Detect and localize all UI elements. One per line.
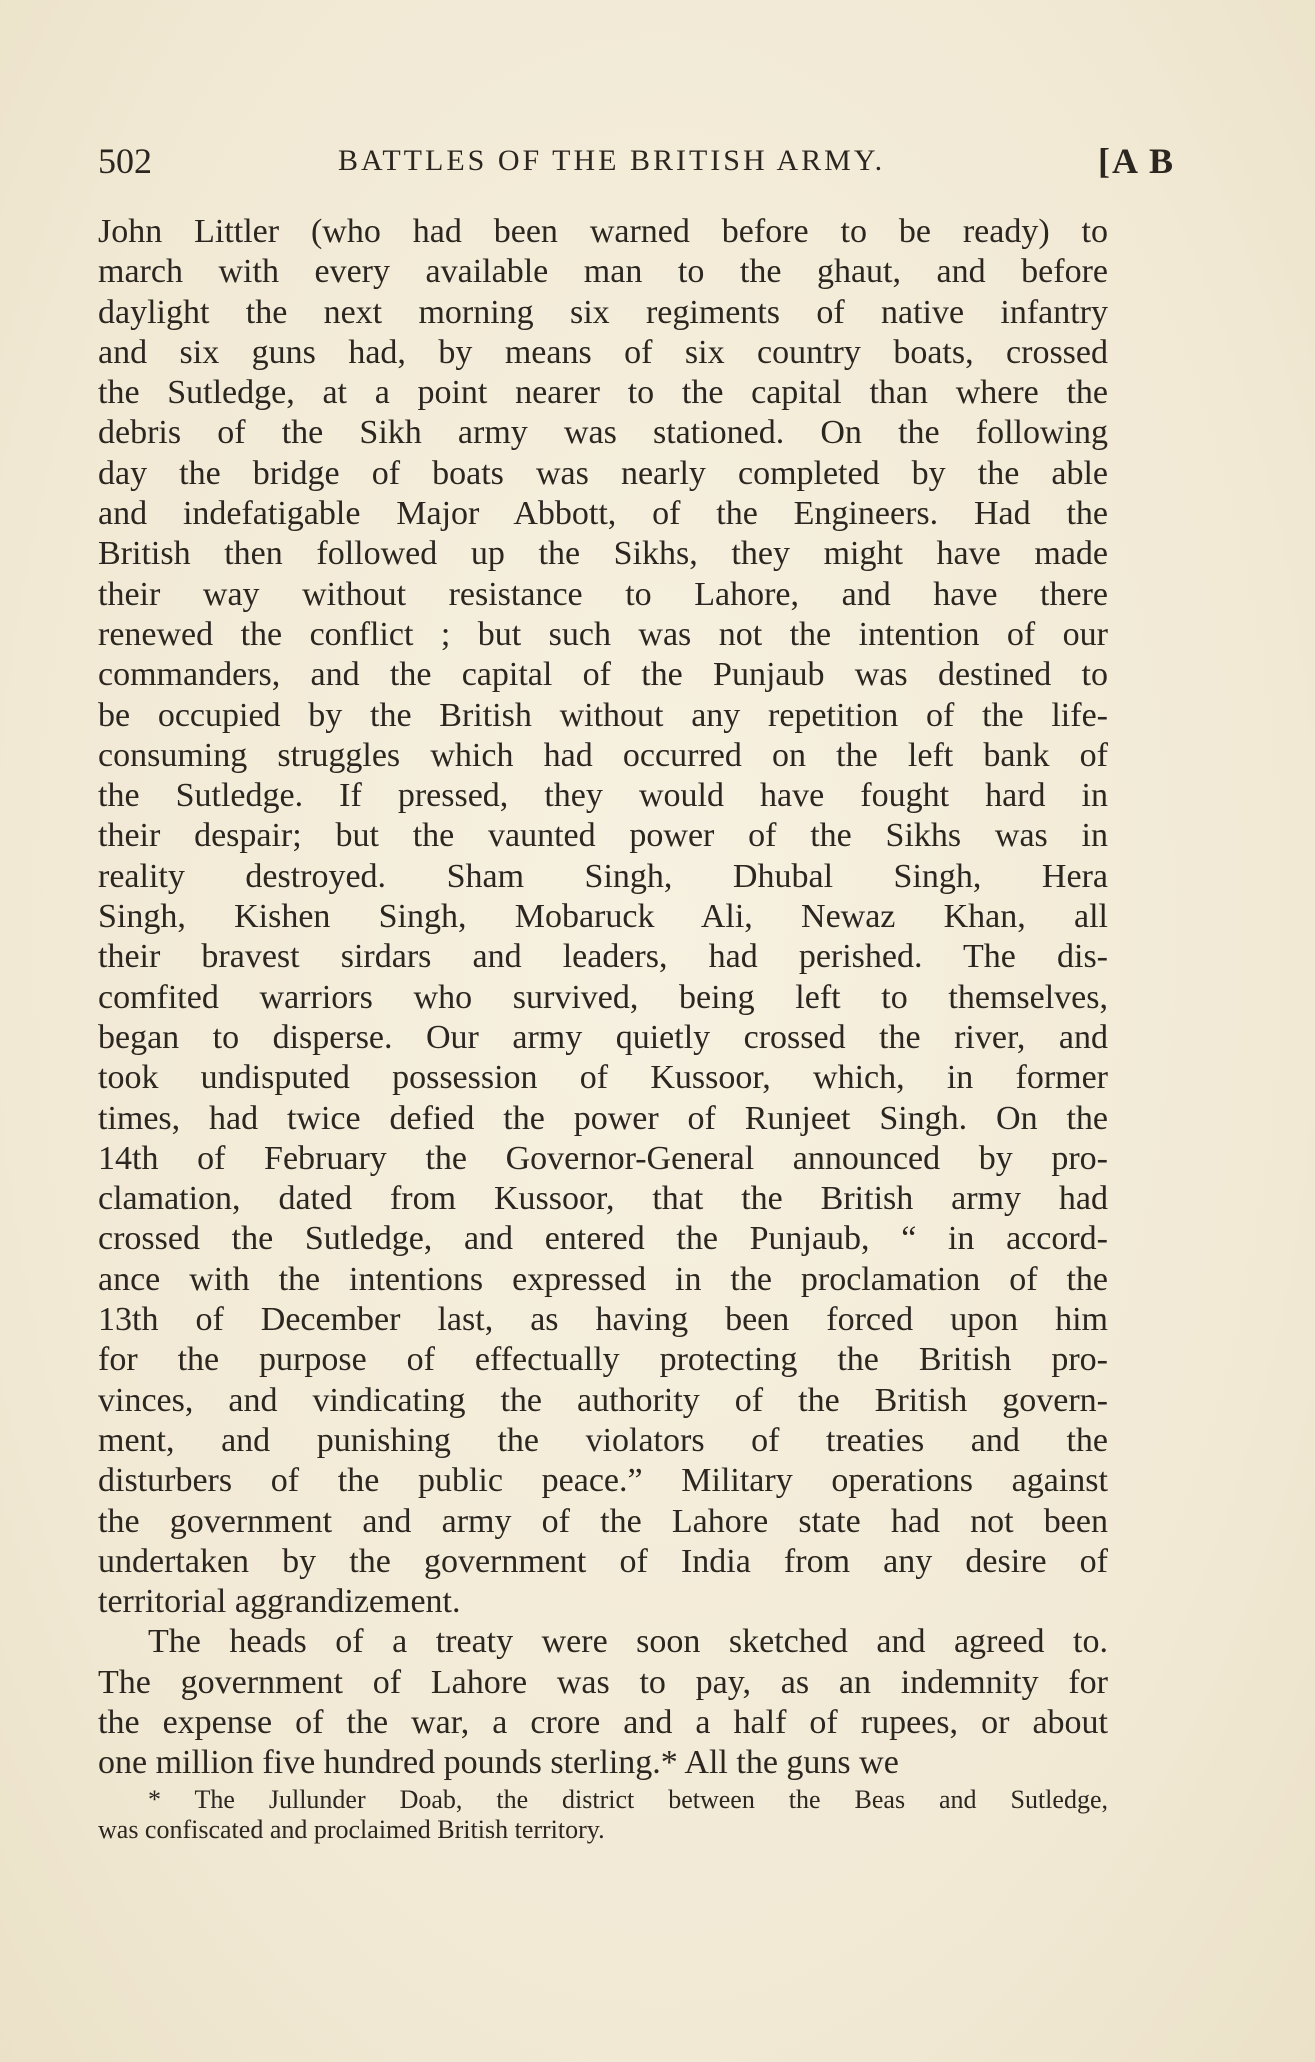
text-line: their bravest sirdars and leaders, had perished. The dis- bbox=[98, 938, 1108, 976]
text-line: comfited warriors who survived, being left to themselves, bbox=[98, 978, 1108, 1016]
text-line: be occupied by the British without any repetition of the life- bbox=[98, 696, 1108, 734]
text-line: the government and army of the Lahore state had not been bbox=[98, 1502, 1108, 1540]
footnote-line: was confiscated and proclaimed British territory. bbox=[98, 1815, 605, 1844]
text-line: times, had twice defied the power of Runjeet Singh. On the bbox=[98, 1099, 1108, 1137]
text-line: renewed the conflict ; but such was not the intention of our bbox=[98, 615, 1108, 653]
text-line: the expense of the war, a crore and a half of rupees, or about bbox=[98, 1703, 1108, 1741]
text-line: their despair; but the vaunted power of the Sikhs was in bbox=[98, 817, 1108, 855]
text-line: John Littler (who had been warned before to be ready) to bbox=[98, 213, 1108, 250]
running-title: BATTLES OF THE BRITISH ARMY. bbox=[338, 144, 886, 177]
text-line: British then followed up the Sikhs, they might have made bbox=[98, 535, 1108, 573]
text-line: day the bridge of boats was nearly completed by the able bbox=[98, 454, 1108, 492]
body-text bbox=[98, 212, 1108, 1784]
text-line: 14th of February the Governor-General announced by pro- bbox=[98, 1139, 1108, 1177]
text-line: debris of the Sikh army was stationed. On the following bbox=[98, 414, 1108, 452]
text-line: ance with the intentions expressed in the proclamation of the bbox=[98, 1260, 1108, 1298]
section-mark: [A B bbox=[1098, 141, 1176, 181]
text-line: Singh, Kishen Singh, Mobaruck Ali, Newaz Khan, all bbox=[98, 898, 1108, 936]
text-line: territorial aggrandizement. bbox=[98, 1583, 461, 1621]
text-line: disturbers of the public peace.” Military operations against bbox=[98, 1462, 1108, 1500]
text-line: took undisputed possession of Kussoor, which, in former bbox=[98, 1059, 1108, 1097]
text-line: The heads of a treaty were soon sketched and agreed to. bbox=[148, 1623, 1108, 1661]
text-line: the Sutledge, at a point nearer to the capital than where the bbox=[98, 374, 1108, 412]
text-line: clamation, dated from Kussoor, that the British army had bbox=[98, 1180, 1108, 1218]
text-line: consuming struggles which had occurred on the left bank of bbox=[98, 736, 1108, 774]
text-line: began to disperse. Our army quietly crossed the river, and bbox=[98, 1018, 1108, 1056]
footnote-line: * The Jullunder Doab, the district between the Beas and Sutledge, bbox=[148, 1785, 1108, 1814]
text-line: crossed the Sutledge, and entered the Punjaub, “ in accord- bbox=[98, 1220, 1108, 1258]
text-line: vinces, and vindicating the authority of the British govern- bbox=[98, 1381, 1108, 1419]
text-line: and indefatigable Major Abbott, of the Engineers. Had the bbox=[98, 495, 1108, 533]
page-header bbox=[98, 140, 1218, 190]
footnote bbox=[98, 1785, 1108, 1845]
text-line: the Sutledge. If pressed, they would have fought hard in bbox=[98, 777, 1108, 815]
text-line: daylight the next morning six regiments of native infantry bbox=[98, 293, 1108, 331]
text-line: The government of Lahore was to pay, as an indemnity for bbox=[98, 1663, 1108, 1701]
text-line: march with every available man to the ghaut, and before bbox=[98, 253, 1108, 291]
text-line: one million five hundred pounds sterling.* All the guns we bbox=[98, 1744, 899, 1782]
text-line: and six guns had, by means of six country boats, crossed bbox=[98, 333, 1108, 371]
text-line: commanders, and the capital of the Punjaub was destined to bbox=[98, 656, 1108, 694]
text-line: reality destroyed. Sham Singh, Dhubal Singh, Hera bbox=[98, 857, 1108, 895]
text-line: their way without resistance to Lahore, and have there bbox=[98, 575, 1108, 613]
page-number: 502 bbox=[98, 141, 152, 181]
text-line: undertaken by the government of India from any desire of bbox=[98, 1542, 1108, 1580]
text-line: 13th of December last, as having been forced upon him bbox=[98, 1301, 1108, 1339]
text-line: ment, and punishing the violators of treaties and the bbox=[98, 1421, 1108, 1459]
text-line: for the purpose of effectually protecting the British pro- bbox=[98, 1341, 1108, 1379]
